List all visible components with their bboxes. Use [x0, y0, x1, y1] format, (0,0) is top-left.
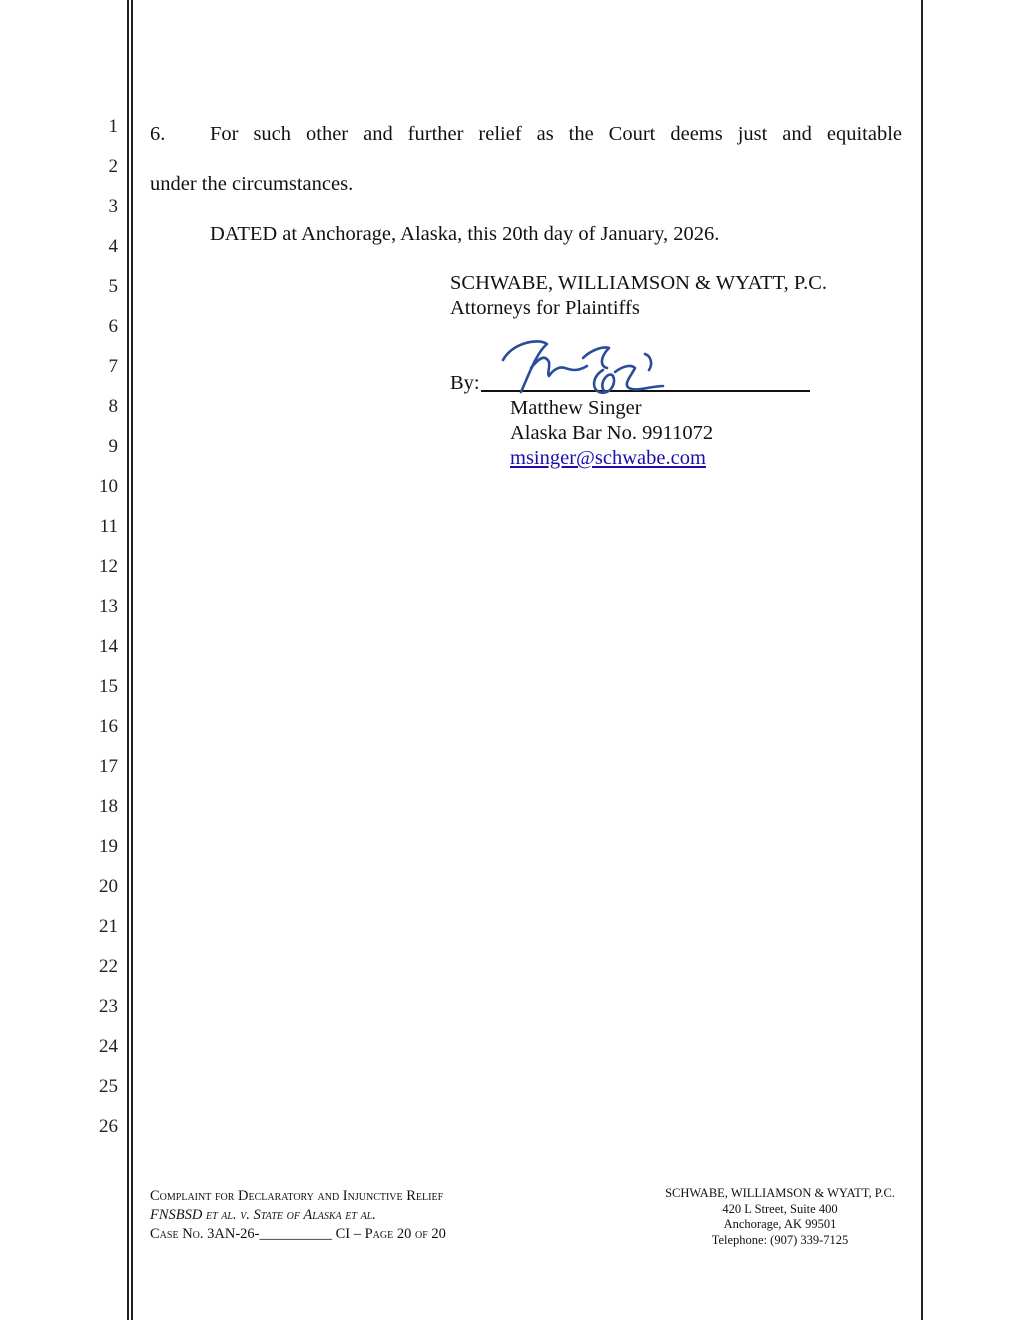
left-margin-rule-outer: [127, 0, 129, 1320]
line-number: 12: [99, 556, 118, 577]
footer-address-line-1: 420 L Street, Suite 400: [722, 1201, 838, 1216]
line-number: 9: [108, 436, 118, 457]
line-number: 15: [99, 676, 118, 697]
line-number: 17: [99, 756, 118, 777]
line-number: 25: [99, 1076, 118, 1097]
attorney-name: Matthew Singer: [510, 397, 642, 419]
line-number: 4: [108, 236, 118, 257]
line-number: 21: [99, 916, 118, 937]
footer-case-caption: FNSBSD et al. v. State of Alaska et al.: [150, 1207, 376, 1223]
dated-line: DATED at Anchorage, Alaska, this 20th day of January, 2026.: [210, 223, 720, 245]
line-number: 2: [108, 156, 118, 177]
line-number: 22: [99, 956, 118, 977]
line-number: 3: [108, 196, 118, 217]
paragraph-6-text: For such other and further relief as the Court deems just and equitable: [210, 123, 902, 145]
line-number: 24: [99, 1036, 118, 1057]
line-number: 19: [99, 836, 118, 857]
by-label: By:: [450, 372, 480, 394]
footer-address-line-2: Anchorage, AK 99501: [723, 1217, 837, 1231]
line-number: 8: [108, 396, 118, 417]
footer-left: [150, 1187, 446, 1244]
line-number: 1: [108, 116, 118, 137]
line-number: 26: [99, 1116, 118, 1137]
line-number: 13: [99, 596, 118, 617]
paragraph-number: 6.: [150, 123, 166, 145]
footer-document-title: Complaint for Declaratory and Injunctive Relief: [150, 1188, 444, 1204]
line-number: 23: [99, 996, 118, 1017]
line-number: 18: [99, 796, 118, 817]
line-number: 14: [99, 636, 118, 657]
footer-telephone: Telephone: (907) 339-7125: [711, 1232, 849, 1247]
footer-right: [640, 1186, 920, 1248]
footer-firm-name: SCHWABE, WILLIAMSON & WYATT, P.C.: [665, 1186, 895, 1200]
paragraph-6-line-1: [150, 121, 902, 147]
bar-number: Alaska Bar No. 9911072: [510, 422, 714, 444]
line-number: 11: [99, 516, 118, 537]
line-number: 10: [99, 476, 118, 497]
paragraph-6-line-2: under the circumstances.: [150, 173, 354, 195]
attorneys-for: Attorneys for Plaintiffs: [450, 297, 640, 319]
line-number: 16: [99, 716, 118, 737]
line-number: 20: [99, 876, 118, 897]
line-number: 5: [108, 276, 118, 297]
line-number: 7: [108, 356, 118, 377]
footer-case-number: Case No. 3AN-26-__________ CI – Page 20 of 20: [150, 1226, 446, 1242]
left-margin-rule-inner: [131, 0, 133, 1320]
right-margin-rule: [921, 0, 923, 1320]
firm-name: SCHWABE, WILLIAMSON & WYATT, P.C.: [450, 272, 827, 294]
attorney-email-link[interactable]: msinger@schwabe.com: [510, 447, 706, 469]
line-number: 6: [108, 316, 118, 337]
